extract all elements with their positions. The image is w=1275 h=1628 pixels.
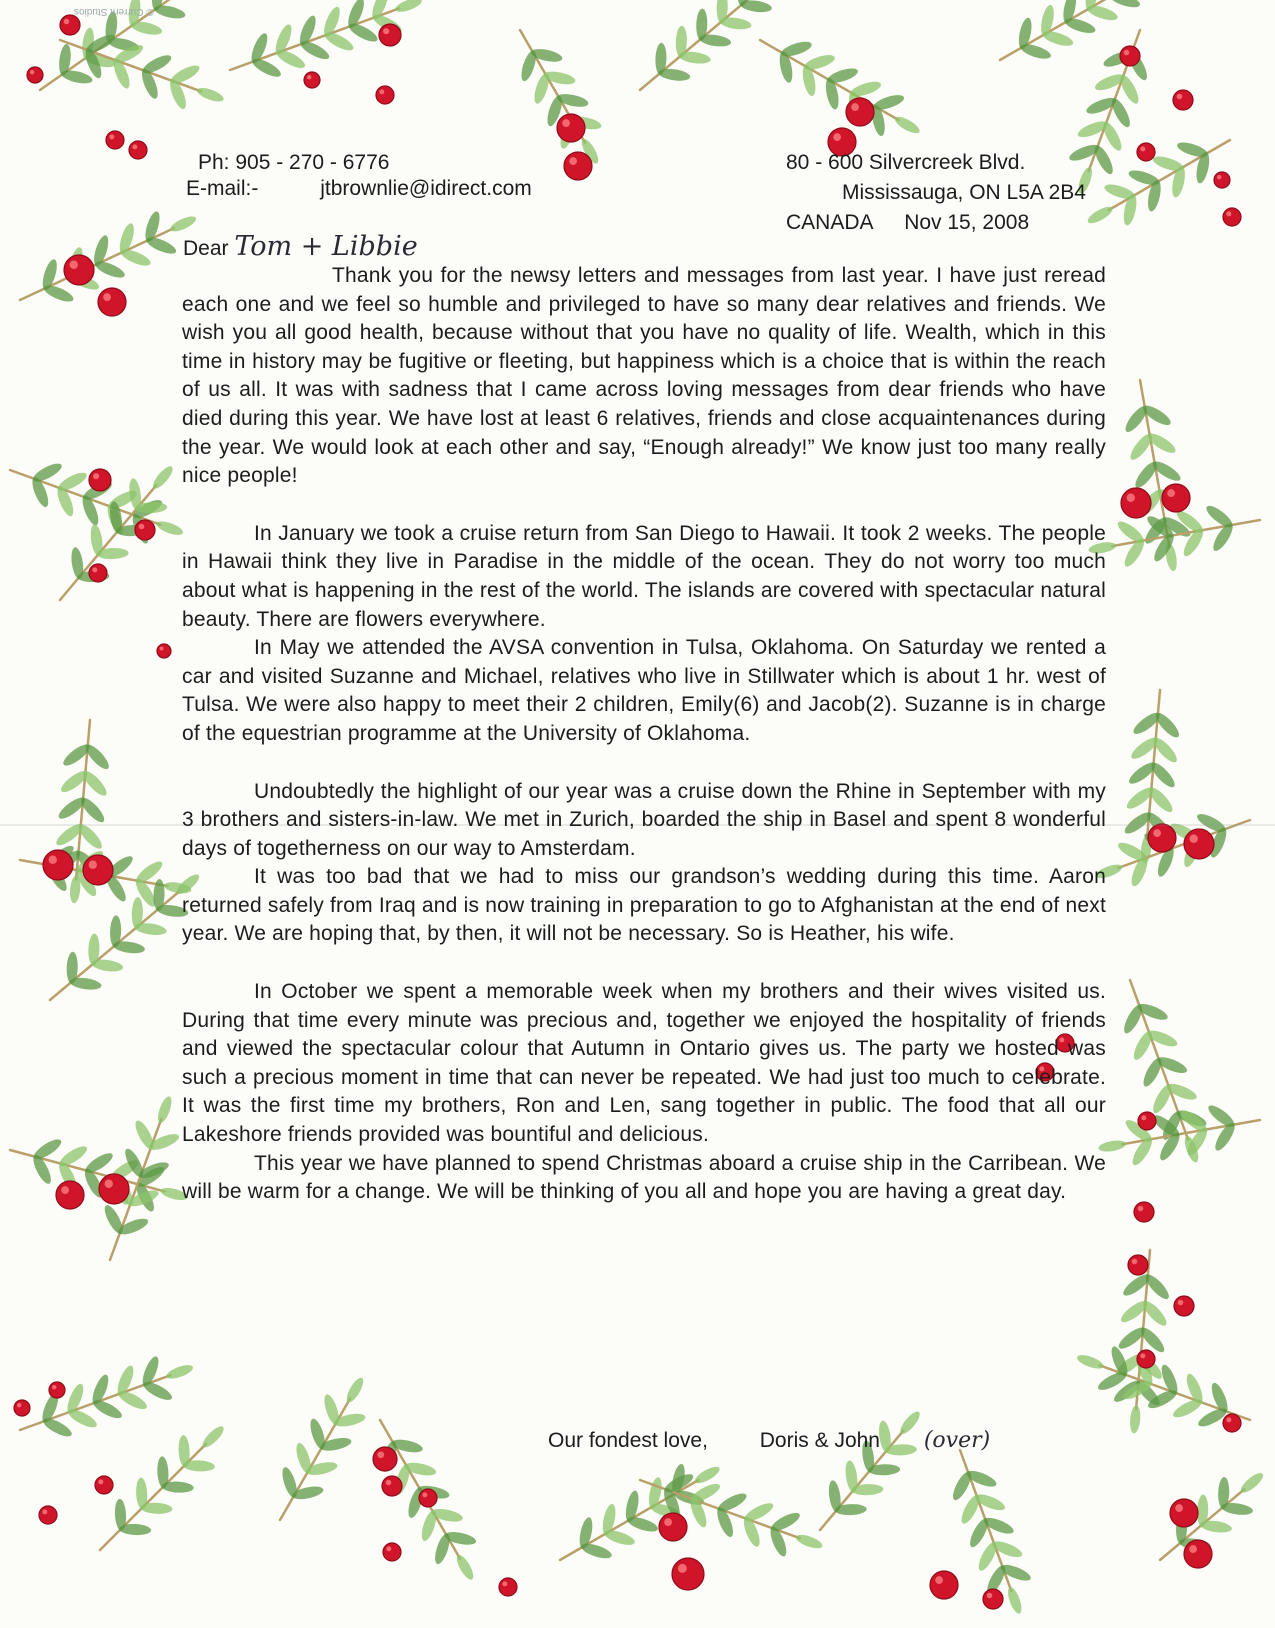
berry-highlight [383,28,389,34]
leaf-icon [101,1203,126,1236]
berry-icon [1137,1350,1155,1368]
branch-stem [280,1399,350,1520]
berry-icon [499,1578,517,1596]
berry-highlight [49,856,57,864]
berry-icon [379,24,401,46]
berry-highlight [935,1576,943,1584]
berry-icon [89,469,111,491]
berry-icon [1137,143,1155,161]
berry-icon [564,152,592,180]
berry-icon [157,644,171,658]
berry-highlight [1226,1417,1231,1422]
berry-highlight [139,524,145,530]
berry-highlight [98,1479,103,1484]
berry-highlight [30,70,34,74]
handwritten-recipient-names: Tom + Libbie [234,231,418,262]
leaf-icon [1109,96,1134,129]
leaf-icon [1117,73,1142,106]
berry-highlight [89,861,97,869]
leaf-icon [150,463,176,491]
berry-highlight [851,103,859,111]
berry-highlight [105,1180,113,1188]
address-line-1: 80 - 600 Silvercreek Blvd. [786,151,1026,174]
phone-number: Ph: 905 - 270 - 6776 [198,151,390,174]
leaf-icon [132,1118,157,1151]
berry-highlight [103,293,111,301]
berry-highlight [132,144,137,149]
leaf-icon [1129,1405,1141,1434]
leaf-icon [31,460,64,485]
branch-stem [60,485,156,600]
closing [548,1428,990,1454]
berry-icon [56,1181,84,1209]
leaf-icon [693,1464,722,1487]
country: CANADA [786,211,873,234]
berry-highlight [160,647,164,651]
berry-highlight [1177,94,1183,100]
leaf-icon [689,1480,722,1505]
berry-highlight [1140,1353,1145,1358]
paragraph-rhine-cruise: Undoubtedly the highlight of our year was a cruise down the Rhine in September with my 3 brothers and sisters-in-law. We met in Zurich, boarded the ship in Basel and spent 8 wonderful days of togetherness on our way to Amsterdam. [182,779,1106,860]
leaf-icon [57,1143,90,1170]
berry-highlight [377,1451,384,1458]
berry-highlight [664,1518,672,1526]
berry-icon [1134,1202,1154,1222]
berry-highlight [987,1593,993,1599]
leaf-icon [117,222,137,256]
leaf-icon [83,1150,116,1177]
berry-highlight [678,1564,687,1573]
leaf-icon [1005,1585,1024,1615]
berry-highlight [1127,494,1135,502]
berry-highlight [1190,835,1198,843]
paragraph-grandson: It was too bad that we had to miss our grandson’s wedding during this time. Aaron returned safely from Iraq and is now training in preparation to go to Afghanistan at the end of next year. We are hoping that, by then, it will not be necessary. So is Heather, his wife. [182,865,1106,946]
leaf-icon [200,1423,227,1450]
berry-icon [14,1400,30,1416]
berry-icon [95,1476,113,1494]
berry-icon [383,1543,401,1561]
berry-highlight [1175,1504,1183,1512]
leaf-icon [893,114,922,137]
berry-icon [135,520,155,540]
berry-icon [27,67,43,83]
berry-icon [1162,484,1190,512]
branch-stem [100,1444,206,1550]
berry-highlight [1124,50,1130,56]
berry-icon [1214,172,1230,188]
berry-icon [557,114,585,142]
leaf-icon [794,1532,824,1551]
berry-icon [376,86,394,104]
berry-highlight [17,1403,21,1407]
berry-icon [1184,829,1214,859]
berry-highlight [1153,829,1161,837]
leaf-icon [195,85,225,104]
berry-highlight [61,1186,69,1194]
berry-icon [846,98,874,126]
berry-icon [1173,90,1193,110]
berry-highlight [1217,175,1221,179]
berry-icon [43,850,73,880]
berry-highlight [42,1509,47,1514]
leaf-icon [31,1136,64,1163]
berry-icon [1170,1499,1198,1527]
berry-icon [1223,208,1241,226]
berry-icon [1121,488,1151,518]
berry-highlight [1226,211,1231,216]
paragraph-hawaii: In January we took a cruise return from San Diego to Hawaii. It took 2 weeks. The people in Hawaii think they live in Paradise in the middle of the ocean. They do not worry too much about what is happening in the rest of the world. The islands are covered with spectacular natural beauty. There are flowers everywhere. [182,521,1106,631]
berry-highlight [379,89,384,94]
berry-highlight [833,133,841,141]
leaf-icon [344,1375,367,1404]
berry-icon [1128,1255,1148,1275]
berry-highlight [1167,489,1175,497]
country-date-line [786,210,1029,236]
berry-icon [83,855,113,885]
berry-icon [304,72,320,88]
berry-icon [99,1174,129,1204]
signers: Doris & John [759,1429,880,1452]
leaf-icon [716,1490,749,1515]
paragraph-christmas: This year we have planned to spend Christmas aboard a cruise ship in the Carribean. We will be warm for a change. We will be thinking of you all and hope you are having a great day. [182,1151,1106,1204]
berry-highlight [562,119,570,127]
letter-body [182,262,1106,1207]
leaf-icon [769,1510,802,1535]
greeting [183,231,418,262]
berry-highlight [502,1581,507,1586]
email-address: jtbrownlie@idirect.com [320,177,532,200]
leaf-icon [1108,0,1142,10]
paragraph-tulsa: In May we attended the AVSA convention in Tulsa, Oklahoma. On Saturday we rented a car and visited Suzanne and Michael, relatives who live in Stillwater which is about 1 hr. west of Tulsa. We were also happy to meet their 2 children, Emily(6) and Jacob(2). Suzanne is in charge of the equestrian programme at the University of Oklahoma. [182,636,1106,745]
berry-highlight [109,134,114,139]
berry-highlight [386,1546,391,1551]
berry-icon [89,564,107,582]
berry-icon [983,1589,1003,1609]
berry-icon [419,1489,437,1507]
address-line-2: Mississauga, ON L5A 2B4 [842,181,1086,204]
berry-highlight [1140,146,1145,151]
leaf-icon [454,1553,477,1582]
email-line [186,176,532,202]
berry-icon [129,141,147,159]
leaf-icon [91,234,111,268]
berry-highlight [1138,1206,1144,1212]
branch-stem [1109,140,1230,210]
berry-highlight [70,261,78,269]
berry-icon [106,131,124,149]
berry-highlight [93,473,99,479]
leaf-icon [155,519,185,538]
berry-icon [1120,46,1140,66]
leaf-icon [155,1095,174,1125]
berry-icon [1138,1112,1156,1130]
salutation: Dear [183,237,229,260]
berry-highlight [52,1385,56,1389]
leaf-icon [1171,1396,1204,1421]
berry-icon [39,1506,57,1524]
berry-highlight [1141,1115,1146,1120]
email-label: E-mail:- [186,177,259,200]
berry-icon [930,1571,958,1599]
berry-icon [659,1513,687,1541]
leaf-icon [742,1500,775,1525]
paragraph-october: In October we spent a memorable week when my brothers and their wives visited us. During that time every minute was precious and, together we enjoyed the hospitality of friends and viewed the spectacular colour that Autumn in Ontario gives us. The party we hosted was such a precious moment in time that can never be repeated. We had just too much to celebrate. It was the first time my brothers, Ron and Len, sang together in public. The food that all our Lakeshore friends provided was bountiful and delicious. [182,980,1106,1147]
berry-icon [60,15,80,35]
berry-highlight [1189,1545,1197,1553]
leaf-icon [1100,120,1125,153]
copyright-notice: © Current Studios [74,6,154,17]
leaf-icon [1085,204,1114,227]
leaf-icon [168,213,198,234]
berry-highlight [64,19,70,25]
berry-icon [1184,1540,1212,1568]
berry-icon [1174,1296,1194,1316]
berry-icon [373,1447,397,1471]
paragraph-thanks: Thank you for the newsy letters and messages from last year. I have just reread each one and we feel so humble and privileged to have so many dear relatives and friends. We wish you all good health, because without that you have no quality of life. Wealth, which in this time in history may be fugitive or fleeting, but happiness which is a choice that is within the reach of us all. It was with sadness that I came across loving messages from dear friends who have died during this year. We have lost at least 6 relatives, friends and close acquaintenances during the year. We would look at each other and say, “Enough already!” We know just too many really nice people! [182,264,1106,488]
berry-highlight [569,157,577,165]
berry-icon [98,288,126,316]
leaf-icon [394,0,424,15]
berry-highlight [422,1492,427,1497]
berry-icon [49,1382,65,1398]
berry-icon [672,1558,704,1590]
closing-phrase: Our fondest love, [548,1429,708,1452]
leaf-icon [1075,1352,1105,1371]
leaf-icon [143,210,163,244]
leaf-icon [40,258,60,292]
berry-highlight [386,1480,392,1486]
leaf-icon [1238,1470,1266,1496]
berry-icon [1223,1414,1241,1432]
berry-highlight [92,567,97,572]
berry-highlight [1178,1300,1184,1306]
leaf-icon [165,1362,195,1381]
berry-icon [64,255,94,285]
berry-icon [382,1476,402,1496]
leaf-icon [56,469,89,494]
berry-icon [1148,824,1176,852]
letter-date: Nov 15, 2008 [904,211,1030,234]
berry-highlight [1132,1259,1138,1265]
berry-highlight [307,75,311,79]
leaf-icon [140,52,173,77]
leaf-icon [168,62,201,87]
leaf-icon [1091,143,1116,176]
handwritten-over-note: (over) [923,1428,991,1453]
